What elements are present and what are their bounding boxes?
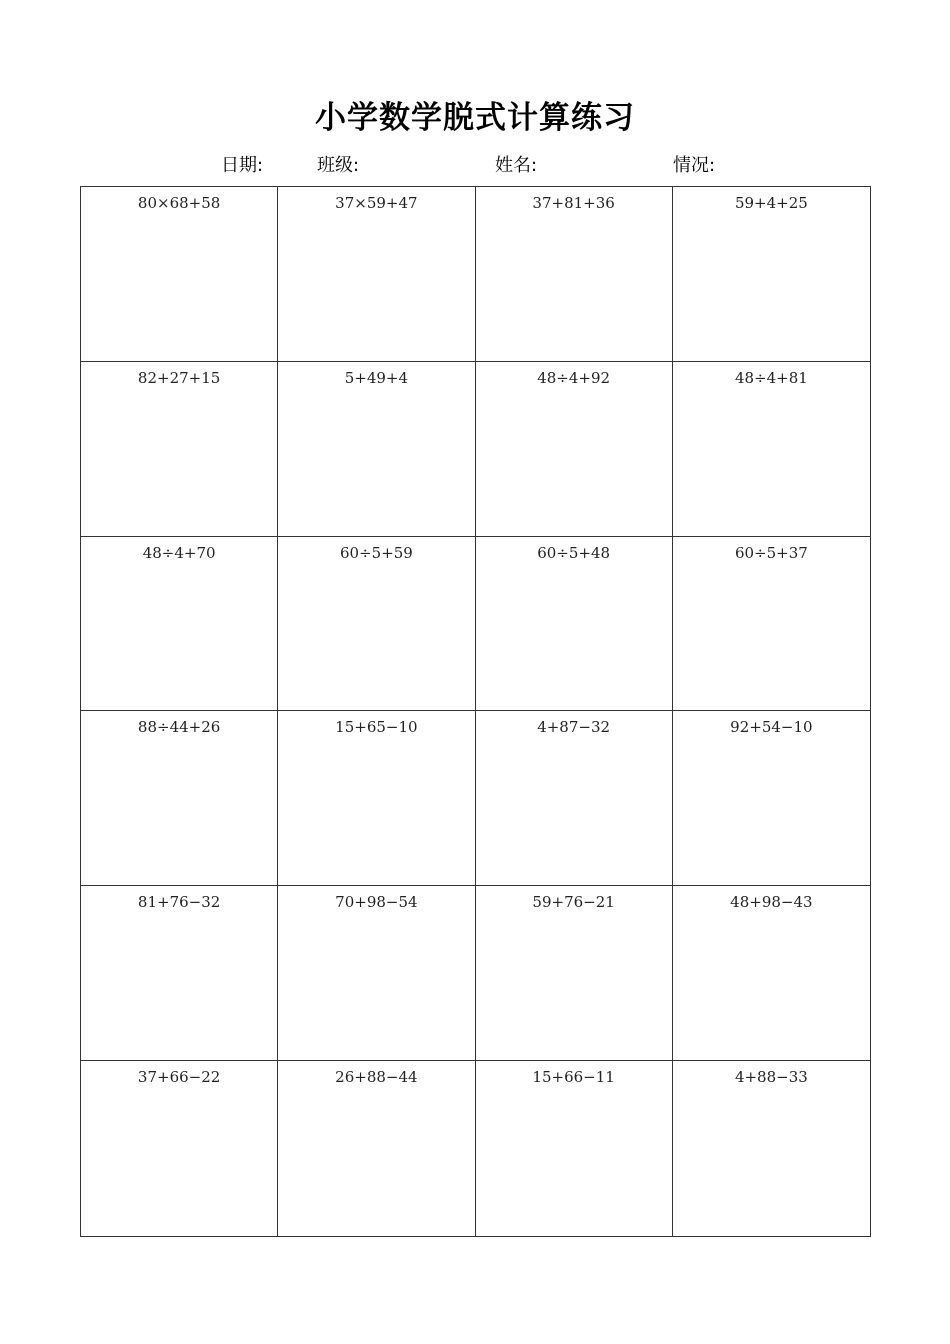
status-label: 情况: <box>673 155 716 176</box>
problem-cell: 48÷4+92 <box>476 362 673 537</box>
problem-cell: 4+87−32 <box>476 711 673 886</box>
problem-cell: 37×59+47 <box>278 187 475 362</box>
problem-cell: 80×68+58 <box>81 187 278 362</box>
page-title: 小学数学脱式计算练习 <box>315 100 635 136</box>
date-label: 日期: <box>221 155 264 176</box>
name-label: 姓名: <box>495 155 538 176</box>
problem-cell: 15+66−11 <box>476 1061 673 1236</box>
problem-cell: 82+27+15 <box>81 362 278 537</box>
problem-cell: 48÷4+70 <box>81 537 278 712</box>
problem-cell: 70+98−54 <box>278 886 475 1061</box>
problem-cell: 92+54−10 <box>673 711 870 886</box>
problem-cell: 81+76−32 <box>81 886 278 1061</box>
problem-cell: 48+98−43 <box>673 886 870 1061</box>
problem-cell: 60÷5+48 <box>476 537 673 712</box>
problem-cell: 37+81+36 <box>476 187 673 362</box>
problem-cell: 4+88−33 <box>734 1068 808 1087</box>
problem-cell: 60÷5+37 <box>673 537 870 712</box>
problem-grid <box>80 186 871 1237</box>
problem-cell: 60÷5+59 <box>278 537 475 712</box>
problem-cell: 15+65−10 <box>278 711 475 886</box>
problem-cell: 59+4+25 <box>673 187 870 362</box>
problem-cell: 26+88−44 <box>278 1061 475 1236</box>
problem-cell: 37+66−22 <box>81 1061 278 1236</box>
problem-cell: 5+49+4 <box>278 362 475 537</box>
problem-cell: 88÷44+26 <box>81 711 278 886</box>
problem-cell: 48÷4+81 <box>673 362 870 537</box>
class-label: 班级: <box>317 155 360 176</box>
problem-cell: 59+76−21 <box>476 886 673 1061</box>
